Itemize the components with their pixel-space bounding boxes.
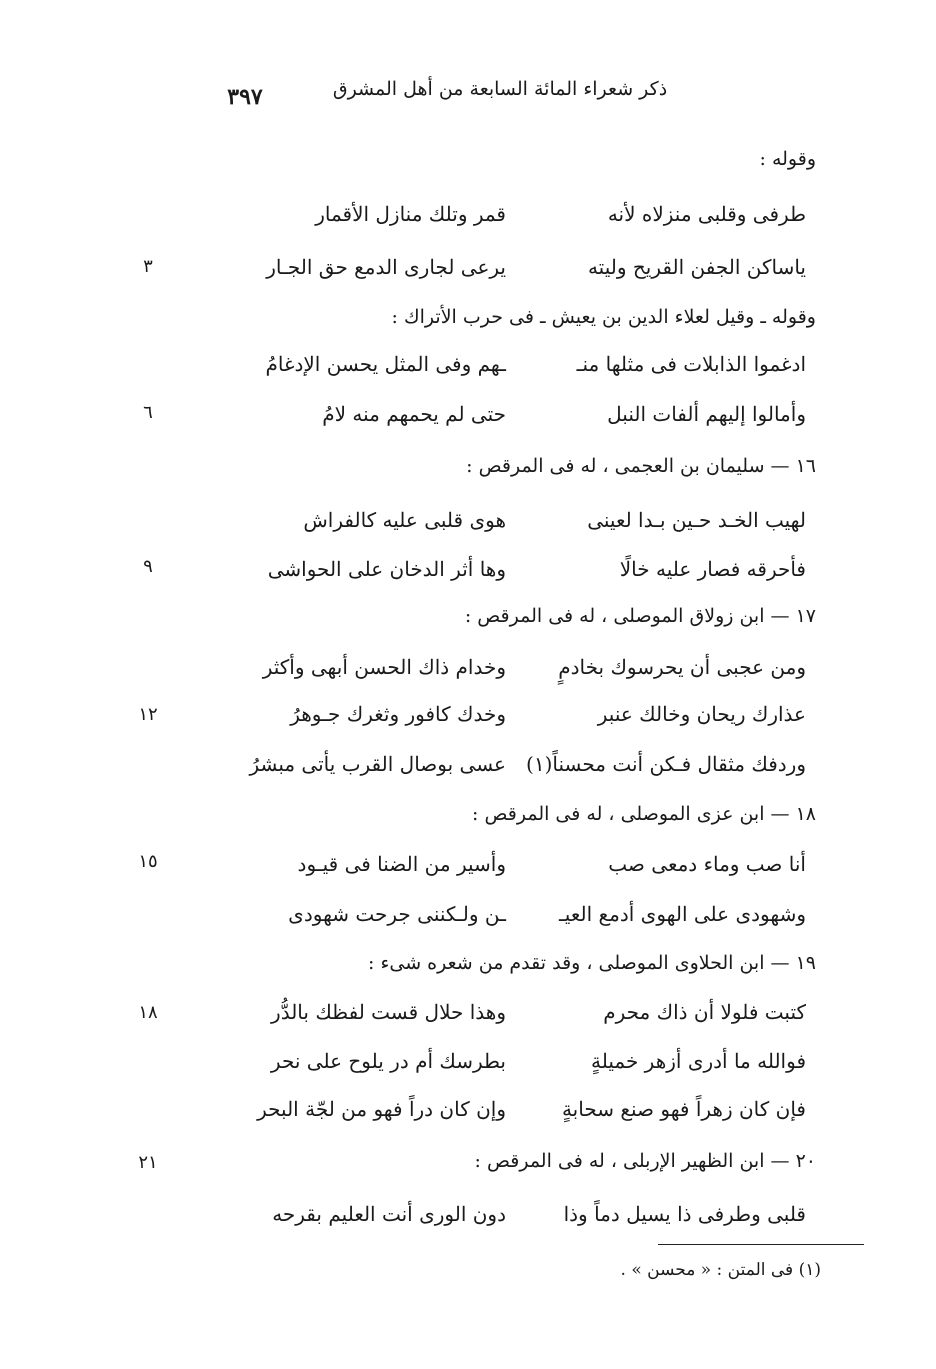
verse-second-hemistich: وهذا حلال قست لفظك بالدُّر bbox=[271, 1000, 506, 1024]
section-heading: ١٧ — ابن زولاق الموصلى ، له فى المرقص : bbox=[464, 605, 816, 627]
verse-line bbox=[231, 752, 806, 784]
verse-first-hemistich: طرفى وقلبى منزلاه لأنه bbox=[607, 202, 806, 226]
verse-line bbox=[231, 655, 806, 687]
verse-first-hemistich: وأمالوا إليهم ألفات النبل bbox=[607, 402, 806, 426]
verse-line bbox=[231, 1202, 806, 1234]
verse-line bbox=[231, 1097, 806, 1129]
line-number: ٢١ bbox=[138, 1152, 158, 1173]
verse-line bbox=[231, 702, 806, 734]
verse-second-hemistich: ـن ولـكننى جرحت شهودى bbox=[288, 902, 506, 926]
verse-line bbox=[231, 852, 806, 884]
verse-first-hemistich: فأحرقه فصار عليه خالًا bbox=[619, 557, 806, 581]
verse-first-hemistich: ادغموا الذابلات فى مثلها منـ bbox=[576, 352, 806, 376]
verse-first-hemistich: كتبت فلولا أن ذاك محرم bbox=[603, 1000, 806, 1024]
verse-second-hemistich: وخدام ذاك الحسن أبهى وأكثر bbox=[262, 655, 506, 679]
line-number: ١٥ bbox=[138, 851, 158, 872]
section-heading: ١٩ — ابن الحلاوى الموصلى ، وقد تقدم من شعره شىء : bbox=[368, 952, 816, 974]
verse-line bbox=[231, 557, 806, 589]
line-number: ٩ bbox=[143, 556, 153, 577]
verse-second-hemistich: وأسير من الضنا فى قيـود bbox=[297, 852, 506, 876]
verse-first-hemistich: وردفك مثقال فـكن أنت محسناً(١) bbox=[526, 752, 806, 776]
verse-second-hemistich: وإن كان دراً فهو من لجّة البحر bbox=[257, 1097, 506, 1121]
verse-first-hemistich: لهيب الخـد حـين بـدا لعينى bbox=[587, 508, 806, 532]
verse-first-hemistich: ومن عجبى أن يحرسوك بخادمٍ bbox=[558, 655, 806, 679]
verse-second-hemistich: عسى بوصال القرب يأتى مبشرُ bbox=[249, 752, 506, 776]
footnote: (١) فى المتن : « محسن » . bbox=[620, 1260, 821, 1280]
verse-second-hemistich: حتى لم يحمهم منه لامُ bbox=[322, 402, 506, 426]
verse-first-hemistich: قلبى وطرفى ذا يسيل دماً وذا bbox=[563, 1202, 806, 1226]
verse-line bbox=[231, 402, 806, 434]
verse-first-hemistich: ياساكن الجفن القريح وليته bbox=[587, 255, 806, 279]
verse-line bbox=[231, 1049, 806, 1081]
verse-line bbox=[231, 508, 806, 540]
verse-line bbox=[231, 255, 806, 287]
section-heading: ٢٠ — ابن الظهير الإربلى ، له فى المرقص : bbox=[474, 1150, 816, 1172]
section-heading: وقوله : bbox=[759, 148, 816, 170]
section-heading: وقوله ـ وقيل لعلاء الدين بن يعيش ـ فى حرب الأتراك : bbox=[391, 306, 816, 328]
verse-second-hemistich: ـهم وفى المثل يحسن الإدغامُ bbox=[265, 352, 506, 376]
verse-second-hemistich: بطرسك أم در يلوح على نحر bbox=[270, 1049, 506, 1073]
verse-second-hemistich: قمر وتلك منازل الأقمار bbox=[315, 202, 506, 226]
verse-first-hemistich: عذارك ريحان وخالك عنبر bbox=[597, 702, 806, 726]
page-number: ٣٩٧ bbox=[227, 84, 263, 110]
line-number: ١٨ bbox=[138, 1002, 158, 1023]
running-title: ذكر شعراء المائة السابعة من أهل المشرق bbox=[332, 78, 668, 100]
verse-line bbox=[231, 202, 806, 234]
line-number: ٦ bbox=[143, 402, 153, 423]
section-heading: ١٨ — ابن عزى الموصلى ، له فى المرقص : bbox=[472, 803, 816, 825]
verse-second-hemistich: يرعى لجارى الدمع حق الجـار bbox=[266, 255, 506, 279]
verse-line bbox=[231, 352, 806, 384]
line-number: ٣ bbox=[143, 256, 153, 277]
verse-line bbox=[231, 1000, 806, 1032]
verse-first-hemistich: أنا صب وماء دمعى صب bbox=[608, 852, 806, 876]
section-heading: ١٦ — سليمان بن العجمى ، له فى المرقص : bbox=[466, 455, 816, 477]
verse-second-hemistich: دون الورى أنت العليم بقرحه bbox=[272, 1202, 506, 1226]
verse-second-hemistich: وخدك كافور وثغرك جـوهرُ bbox=[290, 702, 506, 726]
footnote-rule bbox=[658, 1244, 864, 1245]
verse-first-hemistich: وشهودى على الهوى أدمع العيـ bbox=[558, 902, 806, 926]
verse-first-hemistich: فوالله ما أدرى أزهر خميلةٍ bbox=[591, 1049, 806, 1073]
verse-second-hemistich: هوى قلبى عليه كالفراش bbox=[303, 508, 506, 532]
verse-second-hemistich: وها أثر الدخان على الحواشى bbox=[267, 557, 506, 581]
verse-first-hemistich: فإن كان زهراً فهو صنع سحابةٍ bbox=[561, 1097, 806, 1121]
verse-line bbox=[231, 902, 806, 934]
line-number: ١٢ bbox=[138, 704, 158, 725]
